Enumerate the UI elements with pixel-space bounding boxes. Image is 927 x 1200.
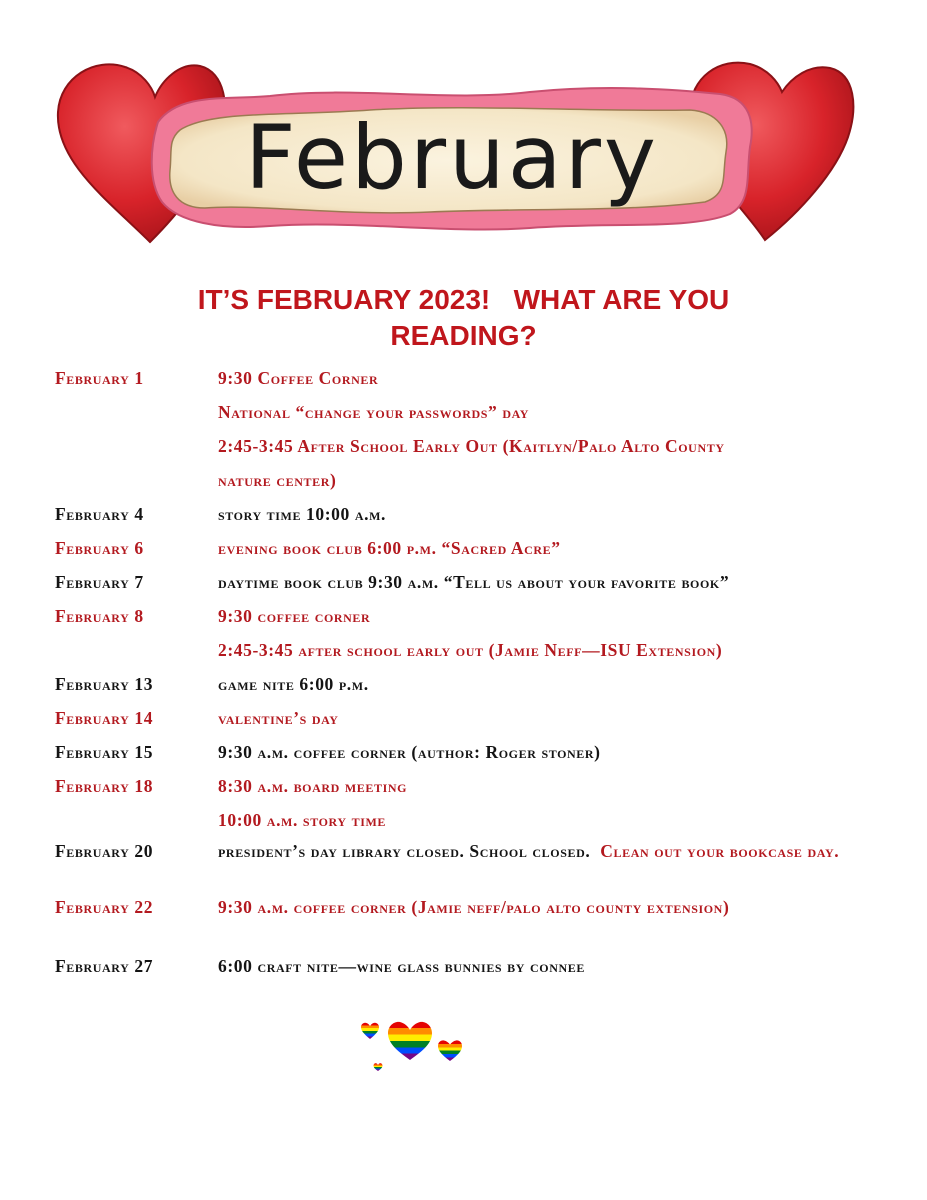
event-date: February 18: [55, 776, 154, 796]
event-description: nature center): [218, 470, 337, 490]
event-description: evening book club 6:00 p.m. “Sacred Acre”: [218, 538, 561, 558]
event-date: February 22: [55, 897, 154, 917]
title-line-2: READING?: [390, 320, 537, 351]
event-row: [55, 772, 895, 806]
event-row: [55, 896, 895, 952]
event-description: 9:30 coffee corner: [218, 606, 371, 626]
tiny-rainbow-heart-icon: [374, 1063, 383, 1071]
event-row: [55, 398, 895, 432]
event-row: [55, 466, 895, 500]
small-rainbow-heart-icon: [361, 1023, 379, 1039]
event-description: 9:30 a.m. coffee corner (Jamie neff/palo alto county extension): [218, 897, 730, 917]
event-description: National “change your passwords” day: [218, 402, 530, 422]
event-description: 9:30 Coffee Corner: [218, 368, 379, 388]
event-description: 10:00 a.m. story time: [218, 810, 387, 830]
event-row: [55, 364, 895, 398]
event-description: story time 10:00 a.m.: [218, 504, 387, 524]
event-description: 2:45-3:45 after school early out (Jamie Neff—ISU Extension): [218, 640, 723, 660]
event-row: [55, 704, 895, 738]
event-row: [55, 568, 895, 602]
event-description: daytime book club 9:30 a.m. “Tell us about your favorite book”: [218, 572, 730, 592]
event-date: February 1: [55, 368, 144, 388]
event-date: February 13: [55, 674, 154, 694]
banner-title: February: [245, 106, 659, 209]
event-description: valentine’s day: [218, 708, 339, 728]
event-date: February 15: [55, 742, 154, 762]
event-row: [55, 670, 895, 704]
rainbow-hearts-decoration: [358, 1015, 468, 1075]
event-date: February 27: [55, 956, 154, 976]
event-description: 9:30 a.m. coffee corner (author: Roger stoner): [218, 742, 601, 762]
event-description: game nite 6:00 p.m.: [218, 674, 369, 694]
event-description: president’s day library closed. School closed.: [218, 841, 591, 861]
medium-rainbow-heart-icon: [438, 1040, 462, 1061]
event-row: [55, 840, 895, 896]
event-date: February 7: [55, 572, 144, 592]
event-date: February 4: [55, 504, 144, 524]
title-line-1: IT’S FEBRUARY 2023! WHAT ARE YOU: [197, 284, 730, 315]
event-description: 8:30 a.m. board meeting: [218, 776, 408, 796]
event-row: [55, 500, 895, 534]
event-list: [55, 364, 895, 986]
event-date: February 6: [55, 538, 144, 558]
large-rainbow-heart-icon: [388, 1022, 432, 1060]
event-date: February 8: [55, 606, 144, 626]
event-date: February 14: [55, 708, 154, 728]
event-description: 2:45-3:45 After School Early Out (Kaitlyn/Palo Alto County: [218, 436, 725, 456]
event-row: [55, 806, 895, 840]
event-row: [55, 952, 895, 986]
event-row: [55, 602, 895, 636]
event-row: [55, 738, 895, 772]
page-title: [60, 282, 867, 354]
event-row: [55, 432, 895, 466]
event-row: [55, 534, 895, 568]
february-banner: [50, 52, 860, 252]
event-date: February 20: [55, 841, 154, 861]
event-row: [55, 636, 895, 670]
event-highlight: Clean out your bookcase day.: [600, 841, 840, 861]
event-description: 6:00 craft nite—wine glass bunnies by connee: [218, 956, 585, 976]
